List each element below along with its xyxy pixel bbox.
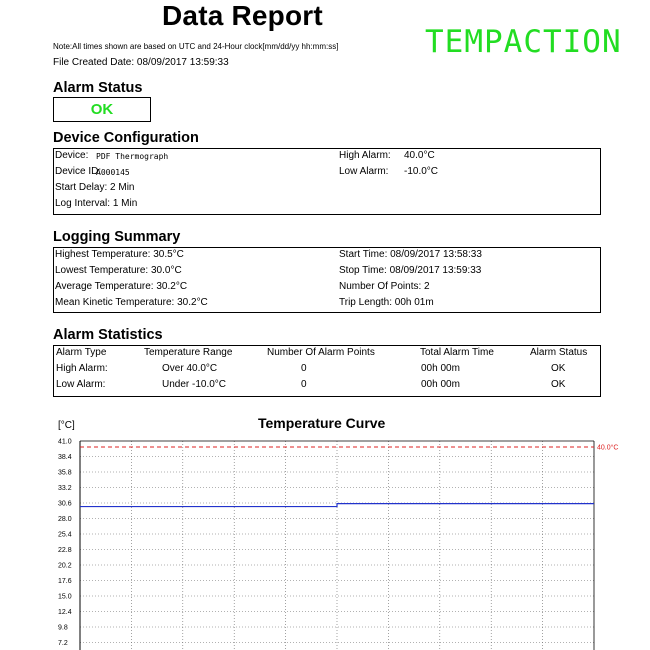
temperature-series-line [80,504,594,507]
y-tick-label: 15.0 [58,593,72,601]
table-header-row [54,346,600,362]
average-temperature: Average Temperature: 30.2°C [55,281,188,292]
device-config-box [53,148,601,215]
row-alarm-points: 0 [301,379,307,390]
y-tick-label: 30.6 [58,500,72,508]
row-alarm-type: Low Alarm: [56,379,106,390]
y-tick-label: 25.4 [58,531,72,539]
temperature-chart [0,430,650,650]
y-tick-label: 28.0 [58,516,72,523]
device-config-title: Device Configuration [53,130,199,146]
stop-time: Stop Time: 08/09/2017 13:59:33 [339,265,482,276]
number-of-points: Number Of Points: 2 [339,281,430,292]
row-temperature-range: Over 40.0°C [162,363,218,374]
row-alarm-type: High Alarm: [56,363,108,374]
device-value: PDF Thermograph [96,152,169,161]
report-title: Data Report [162,0,323,31]
col-alarm-status: Alarm Status [530,347,588,358]
device-row [54,149,600,165]
summary-row-4 [54,296,600,312]
start-delay-row [54,181,600,197]
y-tick-label: 9.8 [58,624,68,632]
high-alarm-label: High Alarm: [339,150,391,161]
row-total-alarm-time: 00h 00m [421,379,460,390]
alarm-status-badge: OK [53,97,151,122]
lowest-temperature: Lowest Temperature: 30.0°C [55,265,182,276]
brand-logo: TEMPACTION [425,24,622,60]
col-total-alarm-time: Total Alarm Time [420,347,494,358]
table-row [54,378,600,394]
row-alarm-points: 0 [301,363,307,374]
y-tick-label: 33.2 [58,485,72,492]
log-interval: Log Interval: 1 Min [55,198,138,209]
highest-temperature: Highest Temperature: 30.5°C [55,249,184,260]
col-alarm-type: Alarm Type [56,347,107,358]
y-tick-label: 22.8 [58,547,72,554]
trip-length: Trip Length: 00h 01m [339,297,434,308]
start-delay: Start Delay: 2 Min [55,182,135,193]
high-alarm-label: 40.0°C [597,444,619,452]
y-tick-label: 41.0 [58,438,72,446]
col-temperature-range: Temperature Range [144,347,233,358]
mean-kinetic-temperature: Mean Kinetic Temperature: 30.2°C [55,297,208,308]
file-created-date: File Created Date: 08/09/2017 13:59:33 [53,57,229,68]
y-tick-label: 12.4 [58,609,72,616]
row-alarm-status: OK [551,363,566,374]
logging-summary-box [53,247,601,313]
time-note: Note:All times shown are based on UTC and 24-Hour clock[mm/dd/yy hh:mm:ss] [53,42,339,51]
table-row [54,362,600,378]
device-id-row [54,165,600,181]
logging-summary-title: Logging Summary [53,229,181,245]
y-tick-label: 17.6 [58,578,72,585]
row-alarm-status: OK [551,379,566,390]
alarm-statistics-title: Alarm Statistics [53,327,163,343]
row-temperature-range: Under -10.0°C [162,379,227,390]
col-alarm-points: Number Of Alarm Points [267,347,375,358]
device-id-value: A000145 [96,168,130,177]
start-time: Start Time: 08/09/2017 13:58:33 [339,249,482,260]
chart-y-unit: [°C] [58,420,75,431]
y-tick-label: 35.8 [58,469,72,477]
low-alarm-value: -10.0°C [404,166,439,177]
chart-title: Temperature Curve [258,415,386,431]
summary-row-3 [54,280,600,296]
device-label: Device: [55,150,89,161]
high-alarm-value: 40.0°C [404,150,435,161]
log-interval-row [54,197,600,213]
row-total-alarm-time: 00h 00m [421,363,460,374]
y-tick-label: 38.4 [58,454,72,461]
y-tick-label: 20.2 [58,562,72,570]
low-alarm-label: Low Alarm: [339,166,389,177]
summary-row-2 [54,264,600,280]
alarm-statistics-table [53,345,601,397]
summary-row-1 [54,248,600,264]
y-tick-label: 7.2 [58,640,68,647]
alarm-status-title: Alarm Status [53,80,143,96]
device-id-label: Device ID: [55,166,102,177]
